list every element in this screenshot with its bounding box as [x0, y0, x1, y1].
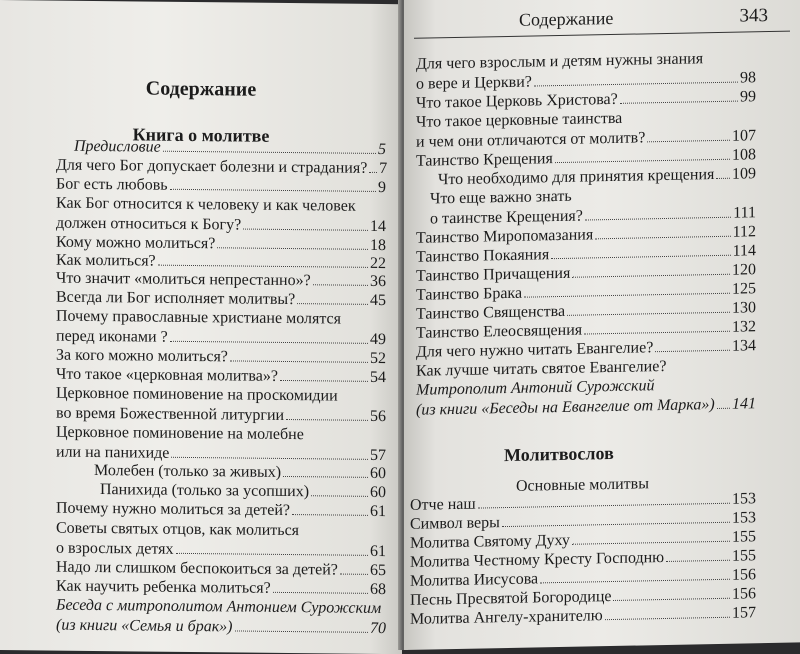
dot-leader: [163, 151, 376, 154]
toc-entry-title: Молебен (только за живых): [94, 461, 282, 481]
toc-entry-title: Бог есть любовь: [56, 175, 168, 194]
dot-leader: [286, 419, 368, 421]
toc-page-number: 54: [370, 368, 386, 387]
toc-entry-title: Молитва Святому Духу: [410, 531, 570, 552]
toc-entry-title: или на панихиде: [56, 443, 170, 462]
toc-page-number: 155: [732, 528, 756, 546]
dot-leader: [613, 598, 730, 601]
toc-page-number: 7: [379, 159, 388, 178]
toc-entry-title: Советы святых отцов, как молиться: [56, 519, 300, 540]
toc-page-number: 52: [370, 349, 386, 368]
toc-entry-title: Молитва Честному Кресту Господню: [410, 549, 665, 571]
toc-entry: [56, 384, 386, 427]
toc-entry: [56, 194, 386, 237]
toc-page-number: 125: [732, 280, 756, 298]
dot-leader: [666, 560, 730, 562]
dot-leader: [524, 293, 730, 298]
toc-entry-title: Что еще важно знать: [430, 187, 572, 208]
toc-page-number: 153: [732, 509, 756, 527]
toc-page-number: 99: [740, 88, 756, 106]
toc-entry-title: Как лучше читать святое Евангелие?: [416, 357, 667, 380]
toc-entry-title: Что такое Церковь Христова?: [416, 90, 618, 112]
dot-leader: [655, 350, 730, 352]
toc-entry-title: Таинство Причащения: [416, 264, 571, 285]
toc-entry-title: о таинстве Крещения?: [430, 207, 583, 228]
toc-page-number: 109: [732, 165, 756, 183]
dot-leader: [217, 247, 368, 250]
toc-entry-title: во время Божественной литургии: [56, 404, 285, 424]
toc-entry-title: Таинство Брака: [416, 284, 523, 304]
toc-entry-title: и чем они отличаются от молитв?: [416, 129, 646, 151]
toc-page-number: 114: [732, 242, 756, 260]
dot-leader: [478, 503, 730, 509]
toc-entry-title: Что такое «церковная молитва»?: [56, 365, 278, 385]
dot-leader: [502, 522, 730, 527]
toc-entry-title: Таинство Священства: [416, 302, 566, 323]
dot-leader: [595, 236, 730, 240]
toc-page-number: 107: [732, 127, 756, 145]
toc-page-number: 120: [732, 261, 756, 279]
toc-entry-title: Молитва Ангелу-хранителю: [410, 607, 603, 628]
dot-leader: [567, 312, 730, 316]
toc-page-number: 130: [732, 299, 756, 317]
page-number: 343: [739, 5, 768, 27]
toc-page-number: 60: [370, 483, 386, 502]
dot-leader: [620, 101, 738, 104]
toc-entry-title: Для чего нужно читать Евангелие?: [416, 339, 654, 361]
dot-leader: [176, 553, 369, 556]
toc-page-number: 156: [732, 566, 756, 584]
toc-page-number: 98: [740, 69, 756, 87]
dot-leader: [230, 360, 368, 362]
dot-leader: [273, 592, 368, 594]
book-title: Книга о молитве: [132, 124, 270, 146]
toc-entry-title: перед иконами ?: [56, 327, 168, 346]
dot-leader: [534, 82, 738, 87]
toc-entry-title: Церковное поминовение на проскомидии: [56, 384, 338, 405]
toc-page-number: 22: [370, 254, 386, 273]
toc-page-number: 112: [732, 223, 756, 241]
dot-leader: [572, 274, 730, 278]
toc-page-number: 60: [370, 464, 386, 483]
dot-leader: [243, 229, 368, 231]
toc-entry-title: (из книги «Беседы на Евангелие от Марка»): [416, 396, 715, 419]
toc-page-number: 141: [732, 395, 756, 413]
toc-page-number: 68: [370, 580, 386, 599]
toc-entry-title: должен относиться к Богу?: [56, 214, 242, 234]
dot-leader: [170, 341, 368, 344]
dot-leader: [540, 579, 730, 584]
toc-page-number: 153: [732, 490, 756, 508]
toc-entry-title: Что такое церковные таинства: [416, 109, 623, 131]
toc-page-number: 65: [370, 561, 386, 580]
dot-leader: [340, 574, 368, 575]
dot-leader: [572, 541, 730, 545]
toc-entry-title: Песнь Пресвятой Богородице: [410, 588, 612, 609]
dot-leader: [584, 331, 730, 335]
dot-leader: [551, 255, 730, 259]
toc-entry-title: Для чего взрослым и детям нужны знания: [416, 50, 704, 73]
toc-entry-title: Почему нужно молиться за детей?: [56, 499, 291, 520]
toc-entry-title: о вере и Церкви?: [416, 73, 532, 93]
toc-page-number: 157: [732, 604, 756, 622]
toc-entry: [56, 596, 386, 639]
toc-entry-title: Таинство Покаяния: [416, 246, 550, 266]
toc-entry-title: Почему православные христиане молятся: [56, 307, 341, 328]
contents-heading: Содержание: [145, 77, 257, 101]
dot-leader: [297, 303, 368, 305]
toc-page-number: 61: [370, 542, 386, 561]
toc-page-number: 155: [732, 547, 756, 565]
dot-leader: [235, 630, 368, 632]
dot-leader: [717, 408, 730, 409]
toc-entry-title: Кому можно молиться?: [56, 233, 216, 253]
toc-entry-title: Молитва Иисусова: [410, 570, 539, 590]
toc-page-number: 57: [370, 446, 386, 465]
toc-entry-title: Предисловие: [74, 137, 161, 156]
toc-page-number: 18: [370, 236, 386, 255]
toc-entry-title: Церковное поминовение на молебне: [56, 423, 304, 444]
dot-leader: [311, 495, 368, 497]
toc-entry-title: Символ веры: [410, 514, 500, 533]
dot-leader: [369, 172, 377, 173]
toc-page-number: 156: [732, 585, 756, 603]
running-header: [414, 5, 790, 39]
toc-entry-title: (из книги «Семья и брак»): [56, 616, 233, 636]
toc-page-number: 61: [370, 502, 386, 521]
toc-entry-title: Всегда ли Бог исполняет молитвы?: [56, 288, 296, 309]
toc-page-number: 14: [370, 217, 386, 236]
toc-page-number: 111: [733, 204, 756, 222]
dot-leader: [716, 178, 730, 179]
toc-entry-title: Таинство Миропомазания: [416, 226, 594, 247]
toc-page-number: 108: [732, 146, 756, 164]
dot-leader: [605, 617, 730, 620]
toc-page-number: 36: [370, 272, 386, 291]
toc-entry-title: Как научить ребенка молиться?: [56, 577, 271, 597]
toc-page-number: 45: [370, 291, 386, 310]
toc-page-number: 5: [378, 140, 386, 159]
dot-leader: [313, 284, 368, 286]
toc-entry-title: Отче наш: [410, 495, 476, 514]
toc-page-number: 70: [370, 619, 386, 638]
toc-page-number: 132: [732, 318, 756, 336]
toc-entry: [56, 423, 386, 466]
dot-leader: [283, 476, 368, 478]
dot-leader: [555, 159, 730, 163]
toc-page-number: 134: [732, 337, 756, 355]
toc-entry: [56, 307, 386, 350]
right-page: [404, 0, 800, 650]
toc-entry-title: о взрослых детях: [56, 539, 174, 558]
toc-entry-title: Таинство Крещения: [416, 150, 553, 170]
toc-page-number: 49: [370, 330, 386, 349]
toc-entry-title: Надо ли слишком беспокоиться за детей?: [56, 558, 338, 579]
dot-leader: [158, 265, 368, 268]
toc-entry-title: Что значит «молиться непрестанно»?: [56, 269, 311, 290]
running-title: Содержание: [519, 7, 614, 30]
toc-entry-title: Как Бог относится к человеку и как человек: [56, 194, 356, 215]
toc-page-number: 9: [378, 178, 386, 197]
toc-entry-title: Таинство Елеосвящения: [416, 321, 583, 342]
toc-entry-title: Как молиться?: [56, 251, 156, 270]
toc-entry-title: Что необходимо для принятия крещения: [438, 166, 715, 189]
toc-page-number: 56: [370, 407, 386, 426]
toc-entry: [56, 519, 386, 562]
toc-entry-title: Для чего Бог допускает болезни и страдания?: [56, 156, 368, 177]
dot-leader: [171, 457, 368, 460]
dot-leader: [170, 189, 376, 192]
dot-leader: [292, 514, 368, 516]
dot-leader: [280, 380, 368, 382]
toc-entry-title: Митрополит Антоний Сурожский: [416, 377, 655, 399]
toc-entry-title: Панихида (только за усопших): [100, 481, 310, 501]
dot-leader: [647, 140, 730, 143]
toc-entry: [416, 374, 756, 421]
dot-leader: [585, 217, 731, 221]
toc-entry-title: За кого можно молиться?: [56, 346, 228, 366]
subsection-title: Основные молитвы: [516, 475, 649, 495]
section-title: Молитвослов: [504, 442, 614, 466]
toc-entry-title: Беседа с митрополитом Антонием Сурожским: [56, 596, 382, 617]
